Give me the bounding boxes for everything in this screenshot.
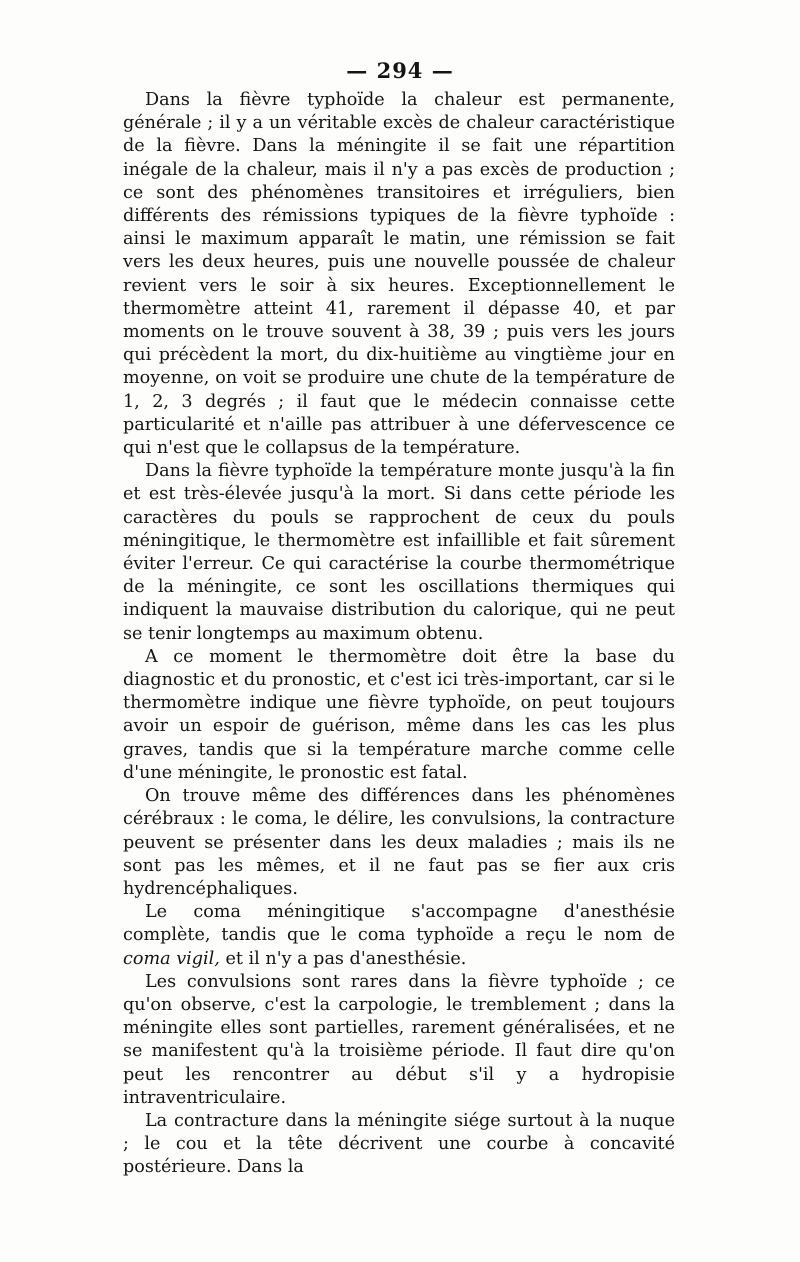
coma-text-after: et il n'y a pas d'anesthésie.	[219, 948, 467, 969]
paragraph-typhoid-heat: Dans la fièvre typhoïde la chaleur est permanente, générale ; il y a un véritable excès de chaleur caractéristique de la fièvre. Dans la méningite il se fait une répartition inégale de la chaleur, mais il n'y a pas excès de production ; ce sont des phénomènes transitoires et irréguliers, bien différents des rémissions typiques de la fièvre typhoïde : ainsi le maximum apparaît le matin, une rémission se fait vers les deux heures, puis une nouvelle poussée de chaleur revient vers le soir à six heures. Exceptionnellement le thermomètre atteint 41, rarement il dépasse 40, et par moments on le trouve souvent à 38, 39 ; puis vers les jours qui précèdent la mort, du dix-huitième au vingtième jour en moyenne, on voit se produire une chute de la température de 1, 2, 3 degrés ; il faut que le médecin connaisse cette particularité et n'aille pas attribuer à une défervescence ce qui n'est que le collapsus de la température.	[123, 90, 675, 459]
paragraph-temperature-course: Dans la fièvre typhoïde la température monte jusqu'à la fin et est très-élevée jusqu'à la mort. Si dans cette période les caractères du pouls se rapprochent de ceux du pouls méningitique, le thermomètre est infaillible et fait sûrement éviter l'erreur. Ce qui caractérise la courbe thermométrique de la méningite, ce sont les oscillations thermiques qui indiquent la mauvaise distribution du calorique, qui ne peut se tenir longtemps au maximum obtenu.	[123, 461, 675, 644]
paragraph-contracture: La contracture dans la méningite siége surtout à la nuque ; le cou et la tête décrivent une courbe à concavité postérieure. Dans la	[123, 1110, 675, 1178]
paragraph-diagnosis-prognosis: A ce moment le thermomètre doit être la base du diagnostic et du pronostic, et c'est ici très-important, car si le thermomètre indique une fièvre typhoïde, on peut toujours avoir un espoir de guérison, même dans les cas les plus graves, tandis que si la température marche comme celle d'une méningite, le pronostic est fatal.	[123, 646, 675, 783]
coma-text-before: Le coma méningitique s'accompagne d'anesthésie complète, tandis que le coma typhoïde a reçu le nom de	[123, 902, 675, 946]
body-text	[123, 89, 675, 1180]
paragraph-coma	[123, 901, 675, 971]
paragraph-cerebral-phenomena: On trouve même des différences dans les phénomènes cérébraux : le coma, le délire, les convulsions, la contracture peuvent se présenter dans les deux maladies ; mais ils ne sont pas les mêmes, et il ne faut pas se fier aux cris hydrencéphaliques.	[123, 786, 675, 899]
coma-vigil-term: coma vigil,	[123, 948, 220, 969]
paragraph-convulsions: Les convulsions sont rares dans la fièvre typhoïde ; ce qu'on observe, c'est la carpologie, le tremblement ; dans la méningite elles sont partielles, rarement généralisées, et ne se manifestent qu'à la troisième période. Il faut dire qu'on peut les rencontrer au début s'il y a hydropisie intraventriculaire.	[123, 971, 675, 1108]
page-number: — 294 —	[346, 58, 454, 83]
